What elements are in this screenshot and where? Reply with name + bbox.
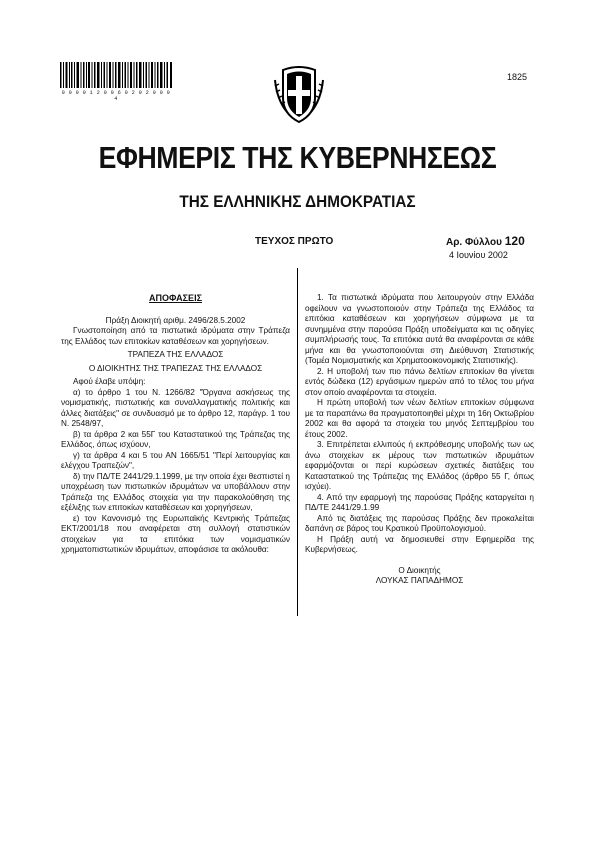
list-item: γ) τα άρθρα 4 και 5 του ΑΝ 1665/51 "Περί λειτουργίας και ελέγχου Τραπεζών", [61, 450, 290, 470]
gazette-title: ΕΦΗΜΕΡΙΣ ΤΗΣ ΚΥΒΕΡΝΗΣΕΩΣ [98, 140, 497, 175]
list-item: β) τα άρθρα 2 και 55Γ του Καταστατικού της Τράπεζας της Ελλάδος, όπως ισχύουν, [61, 429, 290, 449]
paragraph: Από τις διατάξεις της παρούσας Πράξης δεν προκαλείται δαπάνη σε βάρος του Κρατικού Προϋπολογισμού. [305, 513, 534, 533]
governor-title: Ο ΔΙΟΙΚΗΤΗΣ ΤΗΣ ΤΡΑΠΕΖΑΣ ΤΗΣ ΕΛΛΑΔΟΣ [88, 363, 263, 373]
gazette-subtitle: ΤΗΣ ΕΛΛΗΝΙΚΗΣ ΔΗΜΟΚΡΑΤΙΑΣ [179, 192, 416, 211]
column-divider [297, 268, 298, 616]
paragraph: Η πρώτη υποβολή των νέων δελτίων επιτοκίων σύμφωνα με τα παραπάνω θα πραγματοποιηθεί μέχρι τη 16η Οκτωβρίου 2002 και θα αφορά τα στοιχεία του μηνός Σεπτεμβρίου του έτους 2002. [305, 398, 534, 439]
act-subject: Γνωστοποίηση από τα πιστωτικά ιδρύματα στην Τράπεζα της Ελλάδος των επιτοκίων καταθέσεων και χορηγήσεων. [61, 326, 290, 346]
paragraph: 1. Τα πιστωτικά ιδρύματα που λειτουργούν στην Ελλάδα οφείλουν να γνωστοποιούν στην Τράπεζα της Ελλάδος τα επιτόκια καταθέσεων και χορηγήσεων σύμφωνα με τα συνημμένα στην παρούσα Πράξη υποδείγματα και τις οδηγίες συμπλήρωσής τους. Τα επιτόκια αυτά θα αναφέρονται σε κάθε μήνα και θα γνωστοποιούνται στη Διεύθυνση Στατιστικής (Τομέα Νομισματικής και Χρηματοοικονομικής Στατιστικής). [305, 293, 534, 365]
left-column [61, 293, 290, 556]
coat-of-arms-icon [273, 66, 325, 124]
list-item: ε) τον Κανονισμό της Ευρωπαϊκής Κεντρικής Τράπεζας ΕΚΤ/2001/18 που αναφέρεται στη συλλογή στατιστικών στοιχείων για τα επιτόκια των νομισματικών χρηματοπιστωτικών ιδρυμάτων, αποφάσισε τα ακόλουθα: [61, 513, 290, 554]
signature-name: ΛΟΥΚΑΣ ΠΑΠΑΔΗΜΟΣ [375, 576, 464, 585]
paragraph: 2. Η υποβολή των πιο πάνω δελτίων επιτοκίων θα γίνεται εντός δώδεκα (12) εργάσιμων ημερών από το τέλος του μήνα στον οποίο αναφέρονται τα στοιχεία. [305, 366, 534, 397]
list-item: δ) την ΠΔ/ΤΕ 2441/29.1.1999, με την οποία έχει θεσπιστεί η υποχρέωση των πιστωτικών ιδρυμάτων να υποβάλλουν στην Τράπεζα της Ελλάδος στοιχεία για την παρακολούθηση της εξέλιξης των επιτοκίων καταθέσεων και χορηγήσεων, [61, 471, 290, 512]
issue-type: ΤΕΥΧΟΣ ΠΡΩΤΟ [255, 236, 334, 247]
sheet-label: Αρ. Φύλλου [446, 237, 502, 248]
issue-date: 4 Ιουνίου 2002 [449, 250, 508, 260]
bank-name: ΤΡΑΠΕΖΑ ΤΗΣ ΕΛΛΑΔΟΣ [127, 350, 224, 359]
section-heading: ΑΠΟΦΑΣΕΙΣ [149, 293, 202, 303]
list-item: α) το άρθρο 1 του Ν. 1266/82 "Όργανα ασκήσεως της νομισματικής, πιστωτικής και συναλλαγματικής πολιτικής και άλλες διατάξεις" σε συνδυασμό με το άρθρο 12, παράγρ. 1 του Ν. 2548/97, [61, 387, 290, 428]
paragraph: 3. Επιτρέπεται ελλιπούς ή εκπρόθεσμης υποβολής των ως άνω στοιχείων εκ μέρους των πιστωτικών ιδρυμάτων εφαρμόζονται οι περί κυρώσεων σχετικές διατάξεις του Καταστατικού της Τράπεζας της Ελλάδος (άρθρο 55 Γ, όπως ισχύει). [305, 440, 534, 491]
page-number: 1825 [507, 72, 528, 82]
sheet-number [446, 234, 525, 248]
signature-title: Ο Διοικητής [398, 565, 441, 575]
barcode [60, 62, 172, 88]
sheet-number-value: 120 [504, 234, 525, 248]
right-column [305, 293, 534, 587]
barcode-number: 0 0 0 0 1 2 0 0 6 0 2 0 2 0 0 0 4 [61, 90, 171, 102]
act-reference: Πράξη Διοικητή αριθμ. 2496/28.5.2002 [105, 315, 246, 325]
paragraph: Η Πράξη αυτή να δημοσιευθεί στην Εφημερίδα της Κυβερνήσεως. [305, 534, 534, 554]
paragraph: 4. Από την εφαρμογή της παρούσας Πράξης καταργείται η ΠΔ/ΤΕ 2441/29.1.99 [305, 492, 534, 512]
intro: Αφού έλαβε υπόψη: [73, 377, 146, 386]
